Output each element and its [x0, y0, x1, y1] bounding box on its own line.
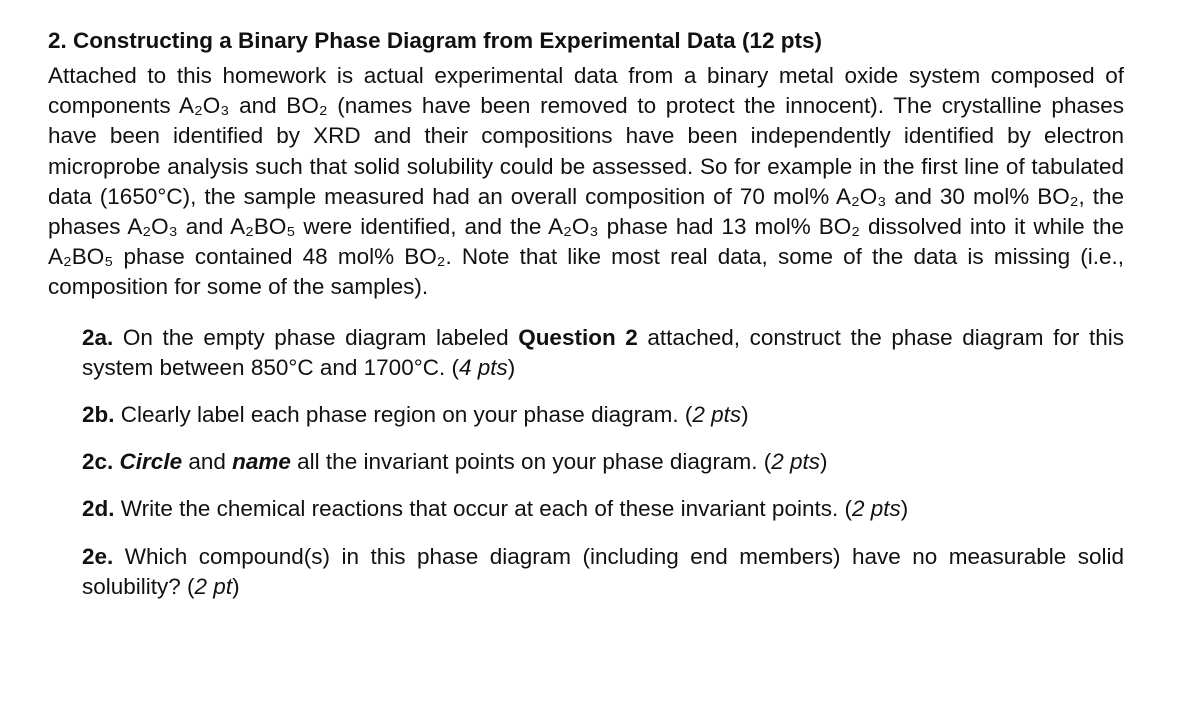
question-points: 2 pts — [851, 496, 901, 522]
question-points: 2 pts — [692, 402, 742, 428]
question-text: all the invariant points on your phase diagram. ( — [290, 449, 772, 475]
problem-heading: 2. Constructing a Binary Phase Diagram from Experimental Data (12 pts) — [48, 28, 822, 53]
question-2d — [82, 494, 1124, 524]
question-list — [82, 323, 1124, 602]
question-2a — [82, 323, 1124, 383]
question-text: Clearly label each phase region on your phase diagram. ( — [114, 402, 693, 428]
question-emphasis: name — [232, 449, 291, 475]
question-text: ) — [819, 449, 828, 475]
question-label: 2b. — [82, 402, 115, 428]
question-2c — [82, 447, 1124, 477]
question-text: Which compound(s) in this phase diagram (including end members) have no measurable solid solubility? ( — [82, 543, 1124, 599]
problem-intro: Attached to this homework is actual experimental data from a binary metal oxide system composed of components A₂O₃ and BO₂ (names have been removed to protect the innocent). The crystalline phases have been identified by XRD and their compositions have been independently identified by electron microprobe analysis such that solid solubility could be assessed. So for example in the first line of tabulated data (1650°C), the sample measured had an overall composition of 70 mol% A₂O₃ and 30 mol% BO₂, the phases A₂O₃ and A₂BO₅ were identified, and the A₂O₃ phase had 13 mol% BO₂ dissolved into it while the A₂BO₅ phase contained 48 mol% BO₂. Note that like most real data, some of the data is missing (i.e., composition for some of the samples). — [48, 63, 1124, 300]
question-text: Write the chemical reactions that occur at each of these invariant points. ( — [114, 496, 852, 522]
document-page — [48, 26, 1124, 602]
question-label: 2e. — [82, 543, 114, 569]
question-2e — [82, 542, 1124, 602]
question-emphasis: Question 2 — [518, 324, 638, 350]
question-points: 4 pts — [458, 354, 508, 380]
question-label: 2c. — [82, 449, 114, 475]
question-text: and — [182, 449, 233, 475]
question-text: ) — [507, 354, 516, 380]
question-text: ) — [741, 402, 749, 428]
question-text: ) — [232, 573, 240, 599]
question-label: 2a. — [82, 324, 114, 350]
question-text: attached, construct the phase diagram for this system between 850°C and 1700°C. ( — [82, 324, 1124, 380]
question-points: 2 pt — [194, 573, 233, 599]
question-text: ) — [900, 496, 909, 522]
question-emphasis: Circle — [119, 449, 183, 475]
question-text: On the empty phase diagram labeled — [113, 324, 519, 350]
question-2b — [82, 400, 1124, 430]
question-points: 2 pts — [771, 449, 820, 475]
question-label: 2d. — [82, 496, 115, 522]
